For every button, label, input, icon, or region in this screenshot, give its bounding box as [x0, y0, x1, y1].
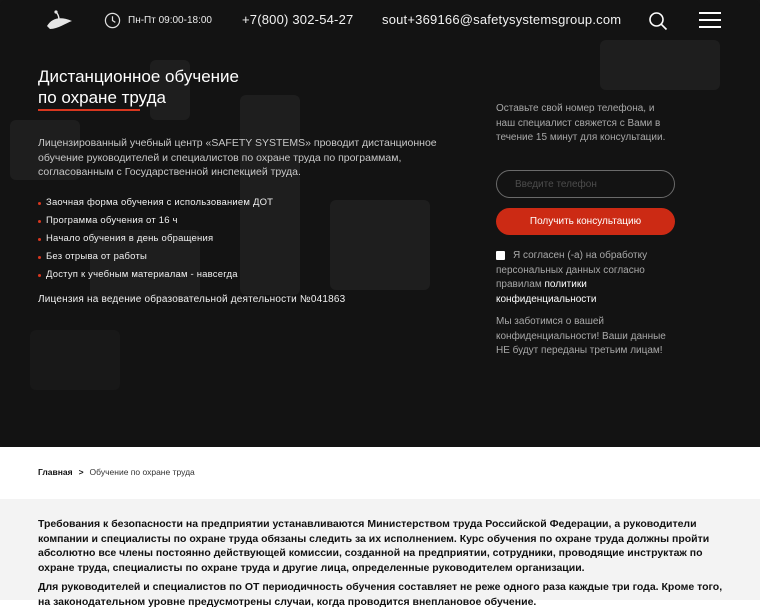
bullet-icon — [38, 238, 41, 241]
bird-logo-icon — [44, 8, 76, 34]
privacy-policy-link[interactable]: политики конфиденциальности — [496, 279, 597, 305]
feature-item: Заочная форма обучения с использованием ДОТ — [38, 194, 273, 212]
breadcrumb-home-link[interactable]: Главная — [38, 467, 73, 477]
page-title-line1: Дистанционное обучение — [38, 67, 240, 86]
clock-icon — [104, 12, 121, 29]
features-list — [38, 194, 273, 284]
form-intro: Оставьте свой номер телефона, и наш специалист свяжется с Вами в течение 15 минут для консультации. — [496, 103, 666, 143]
breadcrumb-current: Обучение по охране труда — [89, 467, 195, 477]
article-paragraph: Требования к безопасности на предприятии устанавливаются Министерством труда Российской Федерации, а руководители компании и специалисты по охране труда обязаны следить за их исполнением. Курс обучения по охране труда должны пройти абсолютно все члены постоянно действующей комиссии, созданной на предприятии, сотрудники, проводящие инструктаж по охране труда, специалисты по охране труда и другие лица, определенные руководителем организации. — [38, 518, 710, 574]
hero-description: Лицензированный учебный центр «SAFETY SYSTEMS» проводит дистанционное обучение руководителей и специалистов по охране труда по программам, согласованным с Государственной инспекцией труда. — [38, 137, 437, 178]
bullet-icon — [38, 220, 41, 223]
breadcrumb — [38, 467, 195, 477]
search-icon — [648, 11, 668, 31]
consent-block — [496, 249, 676, 307]
working-hours — [104, 12, 212, 29]
hours-text: Пн-Пт 09:00-18:00 — [128, 15, 212, 26]
breadcrumb-separator: > — [78, 467, 84, 477]
bullet-icon — [38, 202, 41, 205]
logo[interactable] — [44, 8, 76, 34]
hamburger-icon — [699, 12, 721, 14]
privacy-note: Мы заботимся о вашей конфиденциальности! Ваши данные НЕ будут переданы третьим лицам! — [496, 316, 666, 356]
phone-input[interactable] — [496, 170, 675, 198]
header-phone-link[interactable]: +7(800) 302-54-27 — [242, 12, 354, 27]
article-paragraph: Для руководителей и специалистов по ОТ периодичность обучения составляет не реже одного раза каждые три года. Кроме того, на законодательном уровне предусмотрены случаи, когда проводится внеплановое обучение. — [38, 581, 723, 608]
feature-item: Начало обучения в день обращения — [38, 230, 273, 248]
consent-checkbox[interactable] — [496, 251, 505, 260]
search-button[interactable] — [648, 11, 668, 31]
menu-button[interactable] — [699, 12, 721, 30]
get-consultation-button[interactable]: Получить консультацию — [496, 208, 675, 235]
feature-item: Программа обучения от 16 ч — [38, 212, 273, 230]
consent-text: Я согласен (-а) на обработку персональных данных согласно правилам — [496, 250, 648, 290]
bullet-icon — [38, 274, 41, 277]
bullet-icon — [38, 256, 41, 259]
page-title-line2: по охране труда — [38, 88, 166, 107]
page-title — [38, 66, 239, 108]
feature-item: Без отрыва от работы — [38, 248, 273, 266]
header-email-link[interactable]: sout+369166@safetysystemsgroup.com — [382, 12, 622, 27]
license-text: Лицензия на ведение образовательной деятельности №041863 — [38, 294, 346, 305]
article-content — [0, 499, 760, 608]
feature-item: Доступ к учебным материалам - навсегда — [38, 266, 273, 284]
